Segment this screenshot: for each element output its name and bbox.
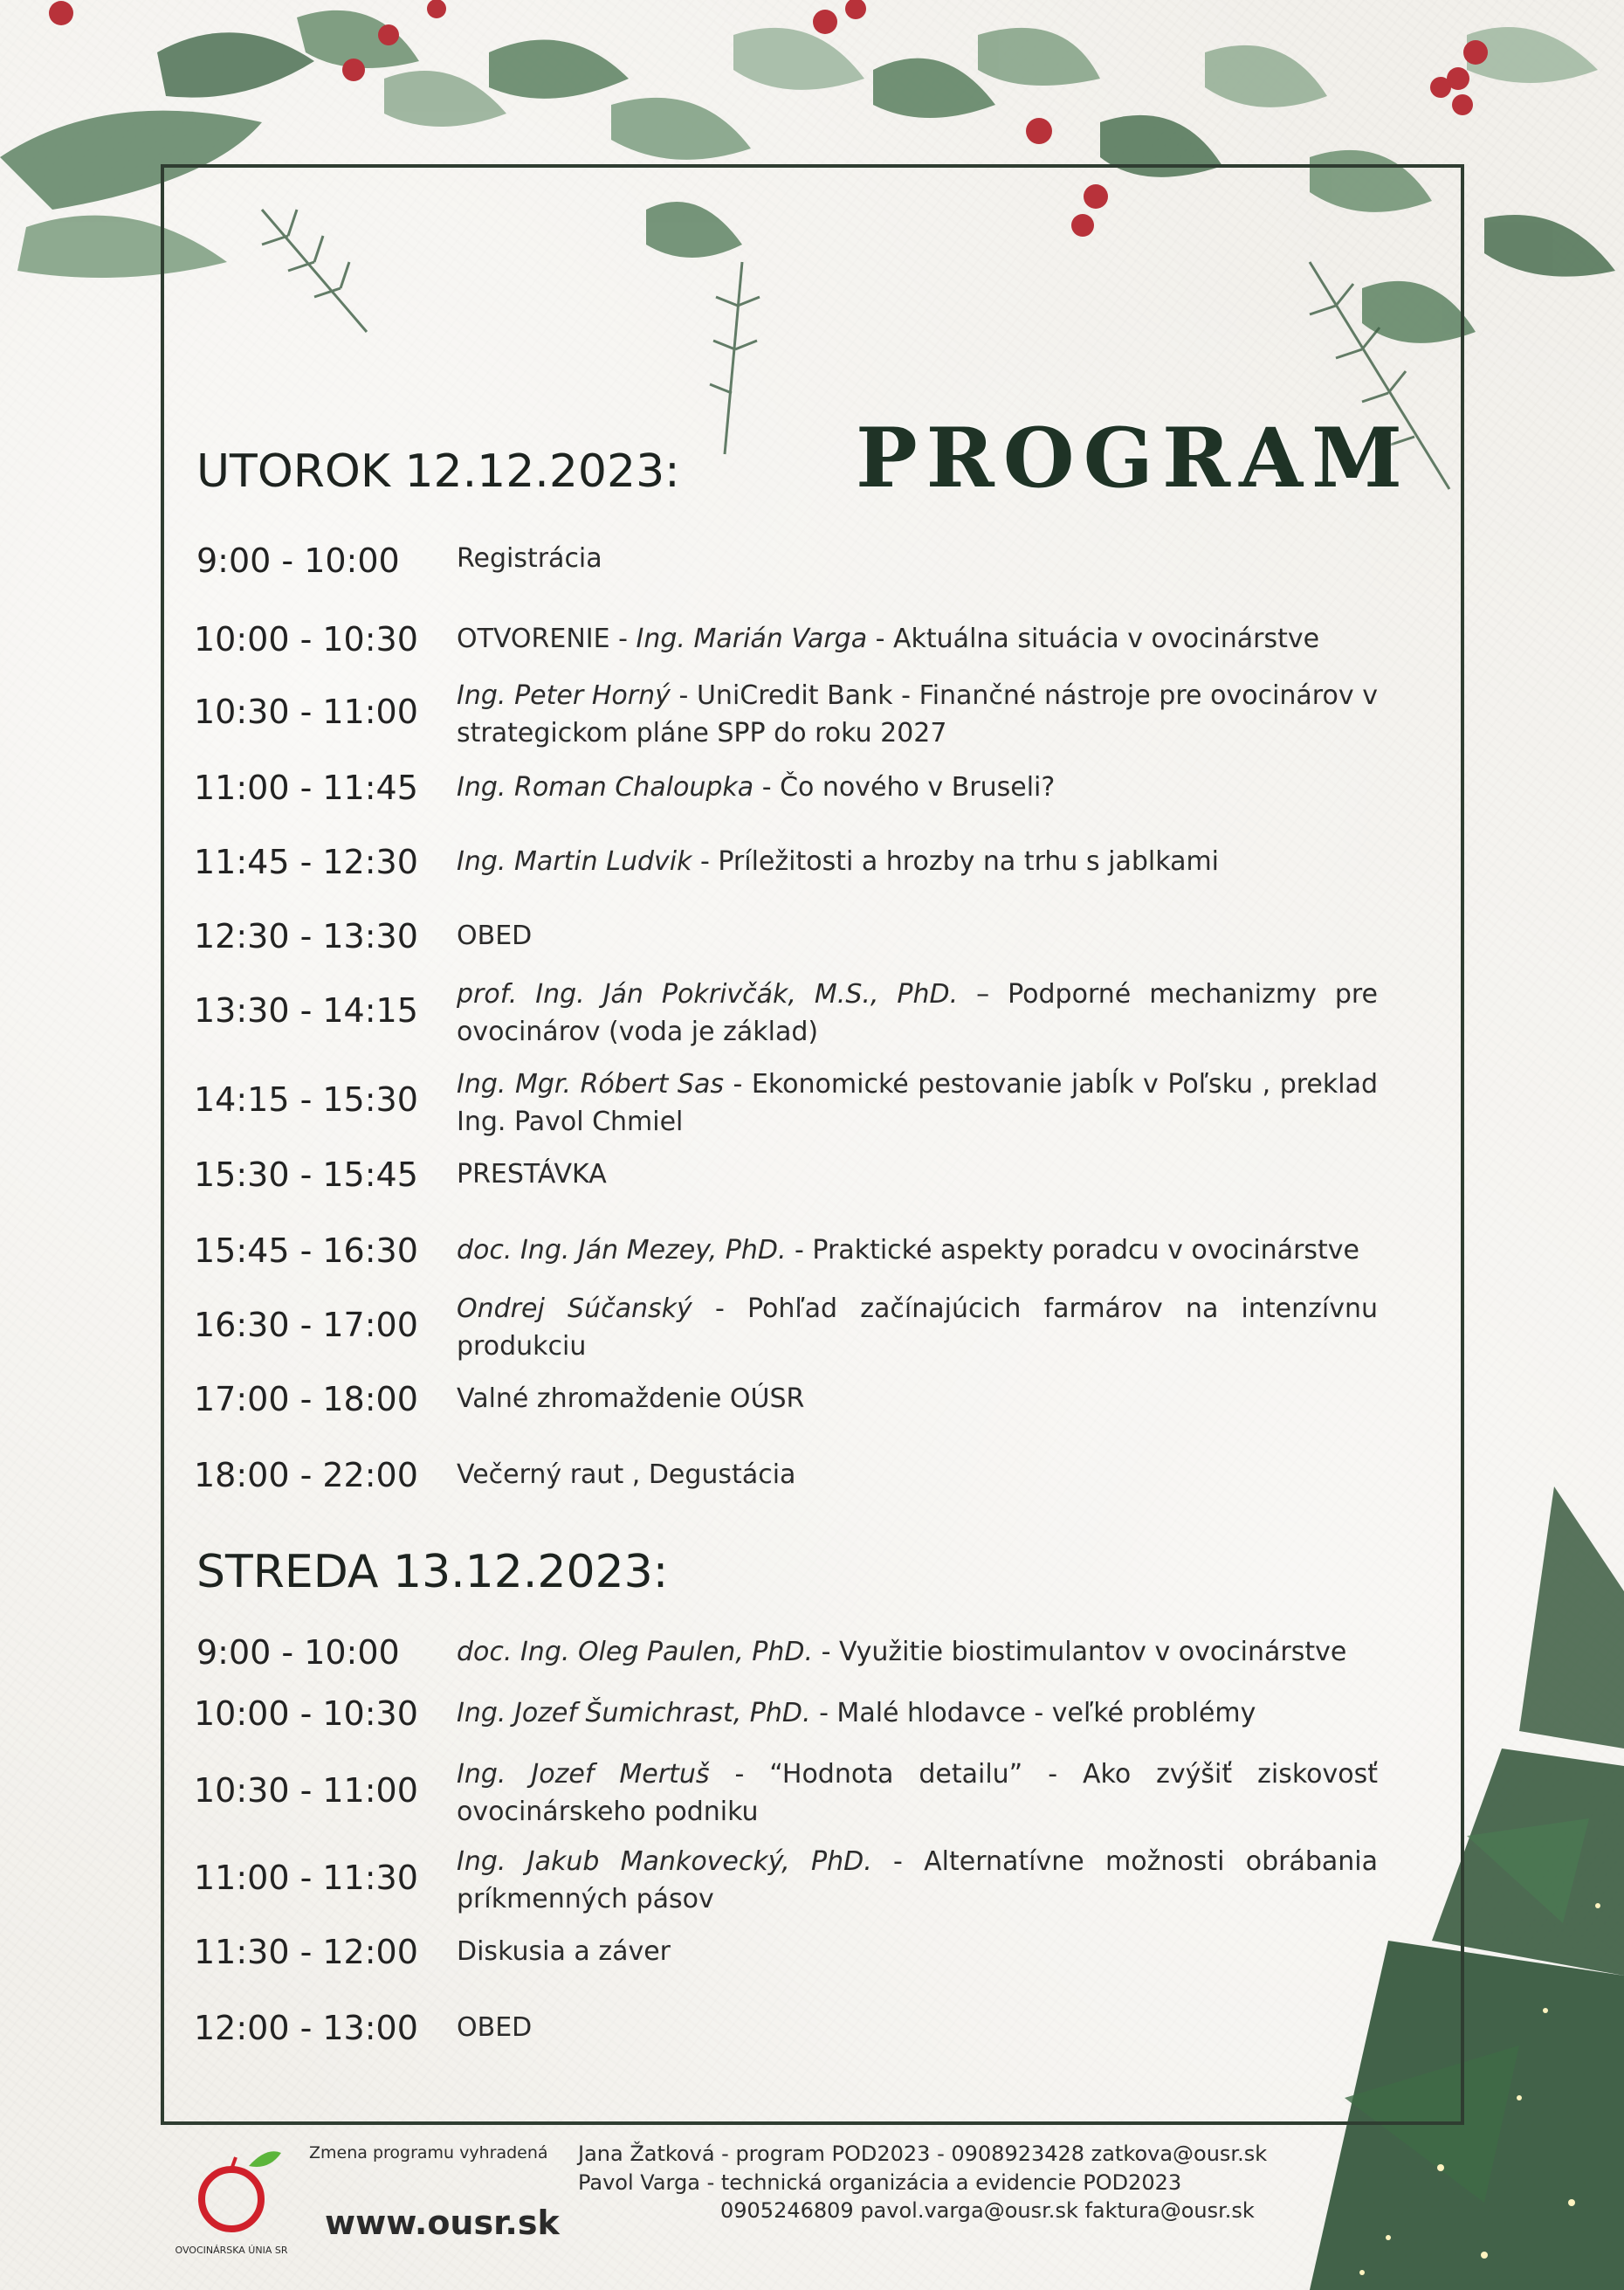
description-text: Valné zhromaždenie OÚSR — [457, 1383, 805, 1414]
description-text: - Čo nového v Bruseli? — [754, 772, 1056, 803]
description-text: PRESTÁVKA — [457, 1159, 607, 1190]
description-text: OBED — [457, 921, 533, 951]
schedule-time: 15:30 - 15:45 — [194, 1155, 418, 1194]
contact-line-1: Jana Žatková - program POD2023 - 0908923428 zatkova@ousr.sk — [578, 2142, 1268, 2166]
description-text: OBED — [457, 2012, 533, 2043]
schedule-description — [457, 620, 1378, 658]
speaker-name: doc. Ing. Oleg Paulen, PhD. — [457, 1637, 814, 1667]
schedule-time: 17:00 - 18:00 — [194, 1380, 418, 1418]
schedule-time: 14:15 - 15:30 — [194, 1080, 418, 1119]
schedule-time: 9:00 - 10:00 — [196, 1633, 400, 1672]
ousr-logo — [166, 2131, 297, 2262]
schedule-description — [457, 1380, 1378, 1417]
program-change-note: Zmena programu vyhradená — [309, 2143, 548, 2162]
speaker-name: prof. Ing. Ján Pokrivčák, M.S., PhD. — [457, 979, 959, 1010]
schedule-time: 10:00 - 10:30 — [194, 620, 418, 659]
schedule-time: 13:30 - 14:15 — [194, 991, 418, 1030]
description-text: - UniCredit Bank - Finančné nástroje pre ovocinárov v strategickom pláne SPP do roku 2027 — [457, 680, 1378, 748]
description-text: - Využitie biostimulantov v ovocinárstve — [813, 1637, 1347, 1667]
day-heading-tuesday: UTOROK 12.12.2023: — [196, 445, 680, 498]
description-text: OTVORENIE - — [457, 624, 637, 654]
schedule-time: 10:30 - 11:00 — [194, 1771, 418, 1810]
description-text: - Alternatívne možnosti obrábania príkmenných pásov — [457, 1846, 1379, 1914]
description-text: - “Hodnota detailu” - Ako zvýšiť ziskovosť ovocinárskeho podniku — [457, 1759, 1379, 1827]
schedule-time: 12:00 - 13:00 — [194, 2009, 418, 2047]
schedule-time: 12:30 - 13:30 — [194, 917, 418, 955]
schedule-time: 10:00 - 10:30 — [194, 1694, 418, 1733]
description-text: - Pohľad začínajúcich farmárov na intenzívnu produkciu — [457, 1293, 1378, 1362]
schedule-description — [457, 1633, 1378, 1671]
schedule-description — [457, 677, 1378, 752]
description-text: - Aktuálna situácia v ovocinárstve — [867, 624, 1320, 654]
schedule-time: 11:30 - 12:00 — [194, 1933, 418, 1971]
contact-line-3: 0905246809 pavol.varga@ousr.sk faktura@ousr.sk — [720, 2198, 1255, 2223]
contact-line-2: Pavol Varga - technická organizácia a evidencie POD2023 — [578, 2170, 1182, 2195]
description-text: Večerný raut , Degustácia — [457, 1459, 796, 1490]
schedule-description — [457, 1694, 1378, 1732]
schedule-description — [457, 1755, 1378, 1831]
schedule-time: 9:00 - 10:00 — [196, 541, 400, 580]
speaker-name: Ing. Jakub Mankovecký, PhD. — [457, 1846, 872, 1877]
speaker-name: Ondrej Súčanský — [457, 1293, 692, 1324]
schedule-description — [457, 1290, 1378, 1365]
speaker-name: Ing. Martin Ludvik — [457, 846, 692, 877]
schedule-description — [457, 769, 1378, 806]
description-text: Diskusia a záver — [457, 1936, 671, 1967]
schedule-time: 10:30 - 11:00 — [194, 693, 418, 731]
page-title: PROGRAM — [856, 410, 1412, 507]
day-heading-wednesday: STREDA 13.12.2023: — [196, 1546, 669, 1598]
description-text: Registrácia — [457, 543, 602, 574]
schedule-description — [457, 1066, 1378, 1141]
description-text: - Ekonomické pestovanie jabĺk v Poľsku , preklad Ing. Pavol Chmiel — [457, 1069, 1379, 1137]
schedule-description — [457, 1155, 1378, 1193]
website-link[interactable]: www.ousr.sk — [325, 2204, 560, 2242]
schedule-time: 11:00 - 11:30 — [194, 1859, 418, 1897]
schedule-time: 16:30 - 17:00 — [194, 1306, 418, 1344]
schedule-time: 11:45 - 12:30 — [194, 843, 418, 881]
schedule-description — [457, 1456, 1378, 1493]
description-text: - Príležitosti a hrozby na trhu s jablkami — [692, 846, 1220, 877]
schedule-description — [457, 1231, 1378, 1269]
description-text: - Praktické aspekty poradcu v ovocinárstve — [786, 1235, 1360, 1266]
schedule-description — [457, 976, 1378, 1051]
schedule-description — [457, 540, 1378, 577]
speaker-name: doc. Ing. Ján Mezey, PhD. — [457, 1235, 787, 1266]
schedule-description — [457, 2009, 1378, 2046]
schedule-time: 18:00 - 22:00 — [194, 1456, 418, 1494]
schedule-description — [457, 843, 1378, 880]
schedule-description — [457, 1933, 1378, 1970]
speaker-name: Ing. Jozef Šumichrast, PhD. — [457, 1698, 811, 1728]
description-text: - Malé hlodavce - veľké problémy — [810, 1698, 1256, 1728]
schedule-description — [457, 1843, 1378, 1918]
schedule-description — [457, 917, 1378, 955]
speaker-name: Ing. Roman Chaloupka — [457, 772, 754, 803]
speaker-name: Ing. Mgr. Róbert Sas — [457, 1069, 724, 1100]
schedule-time: 15:45 - 16:30 — [194, 1231, 418, 1270]
speaker-name: Ing. Jozef Mertuš — [457, 1759, 710, 1790]
speaker-name: Ing. Peter Horný — [457, 680, 671, 711]
description-text: – Podporné mechanizmy pre ovocinárov (voda je základ) — [457, 979, 1378, 1047]
schedule-time: 11:00 - 11:45 — [194, 769, 418, 807]
logo-text: OVOCINÁRSKA ÚNIA SR — [175, 2245, 288, 2256]
speaker-name: Ing. Marián Varga — [636, 624, 868, 654]
